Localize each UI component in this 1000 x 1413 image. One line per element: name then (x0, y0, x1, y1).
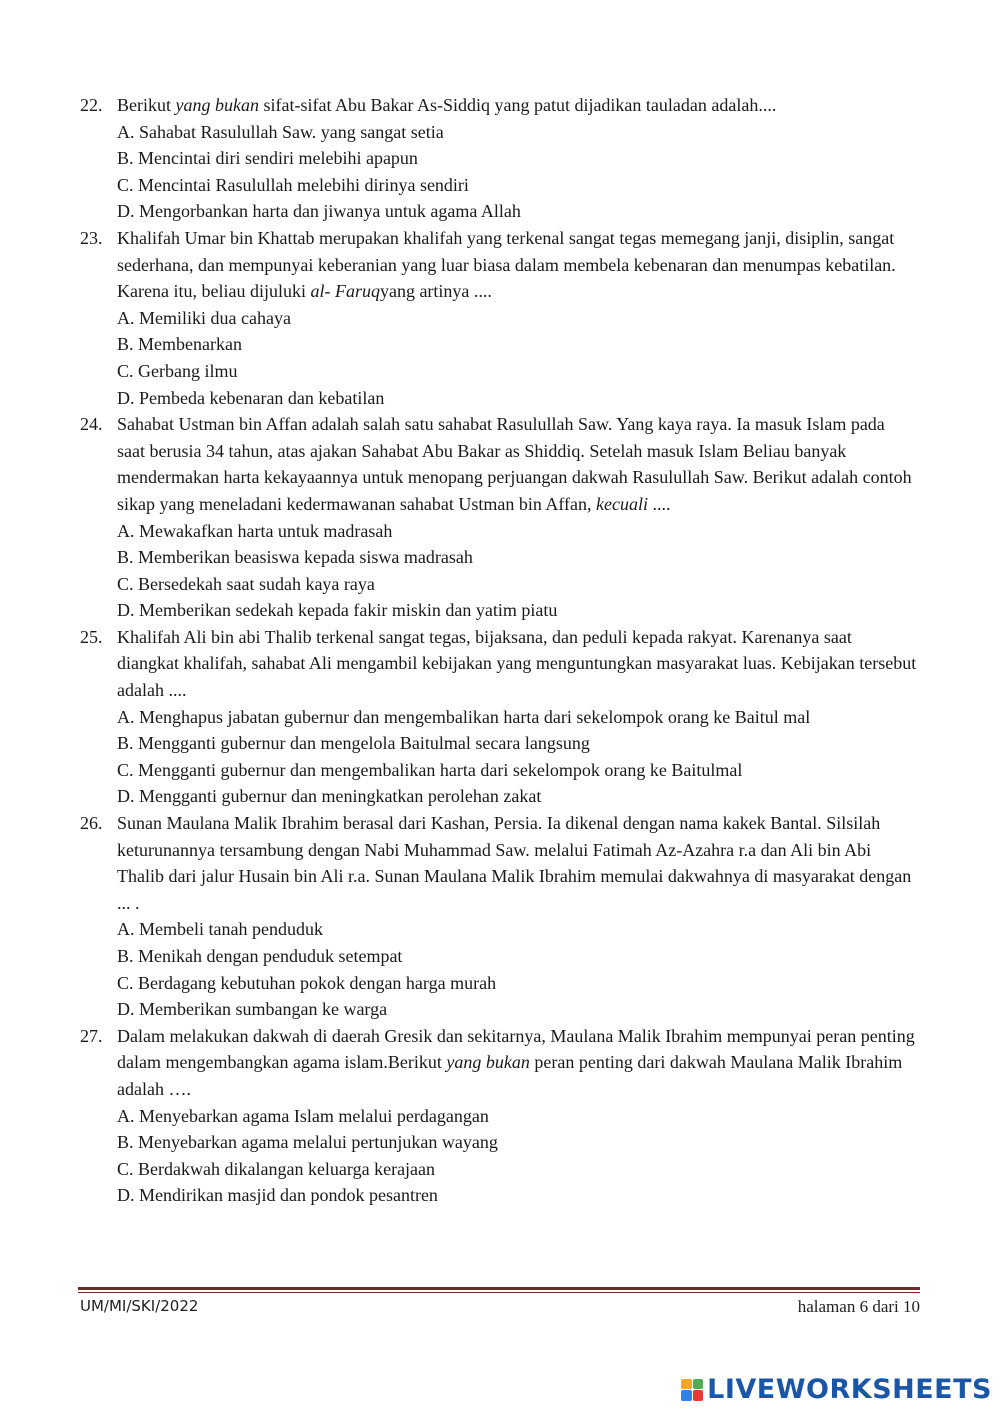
answer-option[interactable]: A. Menyebarkan agama Islam melalui perdagangan (117, 1105, 489, 1126)
answer-option[interactable]: A. Memiliki dua cahaya (117, 307, 291, 328)
answer-option[interactable]: A. Mewakafkan harta untuk madrasah (117, 520, 393, 541)
question-number: 25. (80, 626, 103, 647)
answer-option[interactable]: D. Memberikan sumbangan ke warga (117, 999, 388, 1020)
question-number: 23. (80, 227, 103, 248)
question-item (0, 810, 1000, 1023)
question-item (0, 411, 1000, 624)
liveworksheets-logo-icon (681, 1379, 703, 1401)
question-stem-emphasis: yang bukan (446, 1052, 530, 1073)
liveworksheets-wordmark: LIVEWORKSHEETS (707, 1374, 992, 1405)
answer-option[interactable]: B. Menyebarkan agama melalui pertunjukan wayang (117, 1132, 498, 1153)
question-item (0, 225, 1000, 411)
question-stem-text: sifat-sifat Abu Bakar As-Siddiq yang patut dijadikan tauladan adalah.... (258, 95, 777, 115)
question-stem (117, 624, 917, 704)
answer-option[interactable]: B. Mencintai diri sendiri melebihi apapun (117, 148, 418, 169)
question-item (0, 624, 1000, 810)
question-item (0, 92, 1000, 225)
answer-option[interactable]: B. Membenarkan (117, 334, 242, 355)
answer-option[interactable]: D. Mengganti gubernur dan meningkatkan perolehan zakat (117, 786, 542, 807)
answer-option[interactable]: D. Memberikan sedekah kepada fakir miskin dan yatim piatu (117, 600, 558, 621)
question-stem-text: Berikut (117, 95, 176, 115)
answer-option[interactable]: B. Memberikan beasiswa kepada siswa madrasah (117, 547, 473, 568)
question-stem (117, 810, 917, 916)
question-list (0, 92, 1000, 1209)
answer-option[interactable]: C. Mencintai Rasulullah melebihi dirinya sendiri (117, 174, 469, 195)
question-stem-text: Dalam melakukan dakwah di daerah Gresik dan sekitarnya, Maulana Malik Ibrahim mempunyai peran penting dalam mengembangkan agama islam.Berikut (117, 1025, 915, 1073)
question-stem-text: Khalifah Ali bin abi Thalib terkenal sangat tegas, bijaksana, dan peduli kepada rakyat. Karenanya saat diangkat khalifah, sahabat Ali mengambil kebijakan yang menguntungkan masyarakat luas. Kebijakan tersebut adalah .... (117, 626, 917, 701)
question-stem (117, 92, 917, 119)
answer-option[interactable]: D. Mengorbankan harta dan jiwanya untuk agama Allah (117, 201, 521, 222)
question-number: 26. (80, 813, 103, 834)
answer-option[interactable]: B. Menikah dengan penduduk setempat (117, 946, 403, 966)
answer-option[interactable]: B. Mengganti gubernur dan mengelola Baitulmal secara langsung (117, 733, 590, 754)
question-stem (117, 1023, 917, 1103)
answer-option[interactable]: C. Berdagang kebutuhan pokok dengan harga murah (117, 972, 497, 993)
question-stem-text: yang artinya .... (379, 281, 492, 302)
answer-option[interactable]: A. Sahabat Rasulullah Saw. yang sangat setia (117, 121, 444, 142)
question-number: 27. (80, 1025, 103, 1046)
answer-option[interactable]: C. Berdakwah dikalangan keluarga kerajaan (117, 1158, 436, 1179)
footer-divider-thick (78, 1287, 920, 1290)
question-stem-text: Khalifah Umar bin Khattab merupakan khalifah yang terkenal sangat tegas memegang janji, disiplin, sangat sederhana, dan mempunyai keberanian yang luar biasa dalam membela kebenaran dan menumpas kebatilan. Karena itu, beliau dijuluki (117, 227, 896, 302)
document-code: UM/MI/SKI/2022 (80, 1297, 199, 1315)
answer-option[interactable]: D. Mendirikan masjid dan pondok pesantren (117, 1185, 438, 1206)
answer-option[interactable]: D. Pembeda kebenaran dan kebatilan (117, 387, 385, 408)
question-stem-emphasis: kecuali (596, 493, 648, 514)
question-stem-text: Sahabat Ustman bin Affan adalah salah satu sahabat Rasulullah Saw. Yang kaya raya. Ia masuk Islam pada saat berusia 34 tahun, atas ajakan Sahabat Abu Bakar as Shiddiq. Setelah masuk Islam Beliau banyak mendermakan harta kekayaannya untuk menopang perjuangan dakwah Rasulullah Saw. Berikut adalah contoh sikap yang meneladani kedermawanan sahabat Ustman bin Affan, (117, 414, 912, 514)
footer-divider-thin (78, 1292, 920, 1293)
question-number: 22. (80, 95, 103, 115)
question-item (0, 1023, 1000, 1209)
question-stem-emphasis: yang bukan (175, 95, 259, 115)
answer-option[interactable]: C. Mengganti gubernur dan mengembalikan harta dari sekelompok orang ke Baitulmal (117, 759, 743, 780)
question-number: 24. (80, 414, 103, 435)
answer-option[interactable]: C. Gerbang ilmu (117, 360, 238, 381)
question-stem-text: peran penting dari dakwah Maulana Malik Ibrahim adalah …. (117, 1052, 903, 1099)
answer-option[interactable]: A. Menghapus jabatan gubernur dan mengembalikan harta dari sekelompok orang ke Baitul mal (117, 706, 811, 727)
question-stem-text: Sunan Maulana Malik Ibrahim berasal dari Kashan, Persia. Ia dikenal dengan nama kakek Bantal. Silsilah keturunannya tersambung dengan Nabi Muhammad Saw. melalui Fatimah Az-Azahra r.a dan Ali bin Abi Thalib dari jalur Husain bin Ali r.a. Sunan Maulana Malik Ibrahim memulai dakwahnya di masyarakat dengan ... . (117, 813, 912, 913)
answer-option[interactable]: C. Bersedekah saat sudah kaya raya (117, 573, 375, 594)
liveworksheets-brand[interactable] (681, 1374, 992, 1405)
question-stem-text: .... (648, 493, 671, 514)
question-stem (117, 411, 917, 517)
page-number: halaman 6 dari 10 (797, 1297, 920, 1316)
question-stem-emphasis: al- Faruq (310, 281, 380, 302)
question-stem (117, 225, 917, 305)
answer-option[interactable]: A. Membeli tanah penduduk (117, 919, 323, 940)
